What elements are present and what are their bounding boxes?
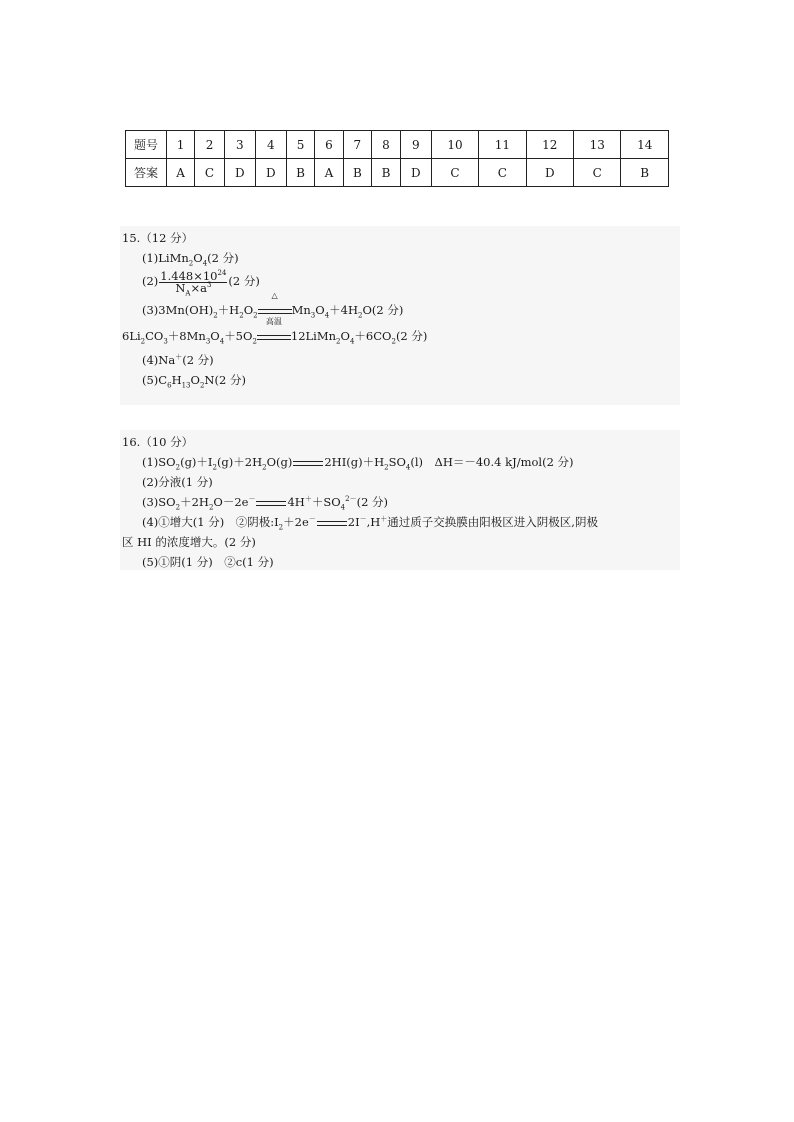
question-15-part-1 (120, 248, 680, 268)
subscript: 2 (175, 503, 181, 512)
text: 2HI(g)＋H (324, 455, 385, 469)
fraction (159, 268, 227, 297)
superscript: 2－ (345, 495, 357, 504)
table-cell: A (315, 159, 343, 187)
subscript: 2 (358, 311, 363, 320)
table-cell: D (255, 159, 286, 187)
text: O (193, 251, 203, 265)
text: ＋6CO (354, 329, 392, 343)
subscript: 4 (202, 259, 208, 268)
text: Mn (291, 303, 311, 317)
text: ＋SO (311, 495, 341, 509)
superscript: ＋ (380, 515, 388, 524)
question-16-part-4 (120, 512, 680, 532)
question-15-part-3-equation-2 (120, 317, 680, 346)
text: SO (388, 455, 406, 469)
text: O (243, 303, 254, 317)
superscript: － (308, 515, 316, 524)
question-16-part-4-continued: 区 HI 的浓度增大。(2 分) (122, 535, 256, 549)
subscript: 3 (310, 311, 316, 320)
table-cell: 6 (315, 131, 343, 159)
question-16-part-5: (5)①阴(1 分) ②c(1 分) (142, 555, 274, 569)
question-15-answer (120, 226, 680, 405)
subscript: 2 (188, 259, 194, 268)
question-16-answer (120, 430, 680, 570)
table-cell: 2 (195, 131, 225, 159)
superscript: ＋ (175, 353, 183, 362)
equals-sign (317, 521, 347, 526)
question-15-part-3-equation-1 (120, 291, 680, 320)
subscript: 2 (278, 523, 284, 532)
table-cell: 13 (574, 131, 621, 159)
text: ＋8Mn (167, 329, 206, 343)
text: 4H (287, 495, 305, 509)
question-16-part-3 (120, 492, 680, 512)
table-row-answers (126, 159, 669, 187)
subscript: 13 (181, 381, 191, 390)
question-16-part-1 (120, 452, 680, 472)
text: N(2 分) (204, 373, 246, 387)
table-cell: D (526, 159, 573, 187)
equals-sign (258, 309, 292, 314)
table-cell: C (574, 159, 621, 187)
text: ＋2e (283, 515, 309, 529)
text: (5)C (142, 373, 168, 387)
equals-sign (256, 501, 286, 506)
text: 6Li (122, 329, 141, 343)
subscript: 2 (239, 311, 244, 320)
text: ＋5O (224, 329, 253, 343)
superscript: 3 (206, 280, 212, 289)
subscript: 2 (140, 337, 146, 346)
text: 12LiMn (290, 329, 337, 343)
text: O (315, 303, 325, 317)
text: (2 分) (356, 495, 389, 509)
question-15-title: 15.（12 分） (122, 231, 194, 245)
text: O(g) (266, 455, 293, 469)
table-cell: C (195, 159, 225, 187)
table-cell: 5 (286, 131, 315, 159)
subscript: 2 (213, 311, 218, 320)
superscript: 24 (217, 268, 227, 277)
subscript: 2 (175, 463, 181, 472)
subscript: 4 (340, 503, 346, 512)
text: O－2e (213, 495, 249, 509)
subscript: 4 (324, 311, 330, 320)
text: (2 分) (228, 274, 260, 288)
table-cell: B (621, 159, 669, 187)
table-cell: C (479, 159, 526, 187)
subscript: 2 (252, 337, 257, 346)
question-15-part-5 (120, 370, 680, 390)
subscript: 2 (262, 463, 267, 472)
table-cell: 11 (479, 131, 526, 159)
table-cell: 10 (431, 131, 478, 159)
answer-table (125, 130, 669, 187)
table-cell: 3 (224, 131, 255, 159)
text: ×a (190, 280, 207, 295)
table-header-answer: 答案 (126, 159, 167, 187)
text: (4)Na (142, 353, 176, 367)
subscript: 2 (212, 463, 217, 472)
table-cell: 7 (343, 131, 372, 159)
table-cell: 14 (621, 131, 669, 159)
text: N (175, 280, 186, 295)
text: O (210, 329, 220, 343)
text: (3)SO (142, 495, 176, 509)
text: (g)＋2H (216, 455, 263, 469)
text: (3)3Mn(OH) (142, 303, 214, 317)
table-cell: B (372, 159, 401, 187)
text: CO (145, 329, 164, 343)
text: ＋2H (180, 495, 209, 509)
text: O (190, 373, 200, 387)
subscript: 2 (208, 503, 214, 512)
text: ,H (366, 515, 381, 529)
subscript: 4 (349, 337, 355, 346)
text: (2 分) (207, 251, 239, 265)
subscript: 4 (219, 337, 225, 346)
text: O(2 分) (362, 303, 404, 317)
table-cell: 4 (255, 131, 286, 159)
text: (2 分) (182, 353, 214, 367)
table-cell: B (286, 159, 315, 187)
text: ＋H (217, 303, 240, 317)
subscript: 4 (405, 463, 411, 472)
text: H (171, 373, 182, 387)
text: (2 分) (395, 329, 428, 343)
table-cell: 9 (400, 131, 431, 159)
subscript: 2 (384, 463, 389, 472)
text: 1.448×10 (160, 268, 218, 283)
text: ＋4H (329, 303, 359, 317)
equals-sign (257, 335, 291, 340)
heat-symbol: △ (271, 291, 278, 300)
subscript: 2 (336, 337, 341, 346)
table-cell: C (431, 159, 478, 187)
subscript: 3 (163, 337, 168, 346)
fraction-denominator (159, 280, 227, 297)
superscript: － (359, 515, 367, 524)
table-header-number: 题号 (126, 131, 167, 159)
text: (l) ΔH＝－40.4 kJ/mol(2 分) (410, 455, 574, 469)
text: (1)LiMn (142, 251, 189, 265)
text: (1)SO (142, 455, 176, 469)
subscript: 2 (253, 311, 258, 320)
question-15-part-2 (120, 268, 680, 297)
text: 2I (347, 515, 360, 529)
text: (2) (142, 274, 159, 288)
text: (4)①增大(1 分) ②阴极:I (142, 515, 279, 529)
text: (g)＋I (180, 455, 213, 469)
question-16-title: 16.（10 分） (122, 435, 194, 449)
text: 通过质子交换膜由阳极区进入阴极区,阴极 (387, 515, 598, 529)
question-15-part-4 (120, 350, 680, 370)
text: O (340, 329, 350, 343)
subscript: 2 (391, 337, 396, 346)
subscript: A (185, 288, 191, 297)
table-cell: 8 (372, 131, 401, 159)
subscript: 3 (205, 337, 211, 346)
table-cell: D (400, 159, 431, 187)
table-cell: B (343, 159, 372, 187)
table-cell: 12 (526, 131, 573, 159)
reaction-condition-arrow (257, 317, 291, 346)
condition-label: 高温 (265, 317, 282, 326)
table-cell: D (224, 159, 255, 187)
superscript: － (248, 495, 256, 504)
question-16-part-2: (2)分液(1 分) (142, 475, 213, 489)
table-row-question-numbers (126, 131, 669, 159)
table-cell: A (167, 159, 195, 187)
subscript: 6 (167, 381, 172, 390)
subscript: 2 (199, 381, 205, 390)
equals-sign (293, 461, 323, 466)
superscript: ＋ (304, 495, 312, 504)
table-cell: 1 (167, 131, 195, 159)
